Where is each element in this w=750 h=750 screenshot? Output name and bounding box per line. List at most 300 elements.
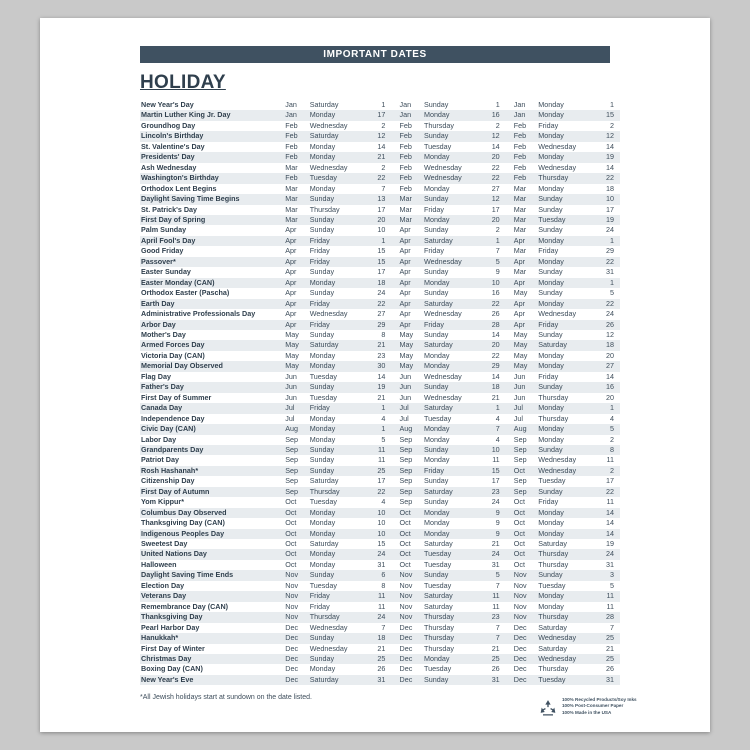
holiday-name: Grandparents Day (140, 445, 282, 455)
holiday-name: Orthodox Easter (Pascha) (141, 288, 230, 298)
year3-weekday: Sunday (536, 487, 591, 497)
year2-date: 7 (495, 622, 500, 632)
year2-weekday: Monday (422, 278, 477, 288)
year3-weekday: Tuesday (536, 215, 591, 225)
year3-weekday: Sunday (536, 445, 591, 455)
recycle-text (562, 697, 637, 716)
year1-weekday: Sunday (309, 267, 335, 277)
year1-date: 17 (377, 204, 386, 214)
year2-date: 23 (477, 612, 505, 622)
year2-month: Feb (399, 183, 412, 193)
table-row (140, 508, 620, 518)
year1-weekday: Monday (308, 152, 363, 162)
year3-month: May (513, 288, 528, 298)
year1-weekday: Friday (308, 320, 363, 330)
year1-date: 17 (377, 267, 386, 277)
year2-month: Nov (397, 591, 422, 601)
year3-month: Nov (511, 591, 536, 601)
year1-month: Apr (285, 246, 297, 256)
holiday-name: Canada Day (140, 403, 282, 413)
year3-month: Oct (511, 508, 536, 518)
year1-date: 11 (363, 591, 391, 601)
year2-date: 15 (477, 466, 505, 476)
year3-month: Apr (511, 236, 536, 246)
year2-date: 29 (477, 361, 505, 371)
year3-weekday: Sunday (538, 329, 563, 339)
year3-date: 24 (606, 309, 614, 319)
year2-weekday: Tuesday (423, 141, 452, 151)
holiday-name: New Year's Eve (140, 675, 282, 685)
year1-weekday: Thursday (308, 487, 363, 497)
year2-month: Jul (399, 413, 409, 423)
year2-date: 4 (495, 413, 500, 423)
year2-date: 11 (492, 455, 500, 465)
holiday-name: Rosh Hashanah* (140, 466, 282, 476)
year1-weekday: Sunday (308, 466, 363, 476)
year3-date: 19 (592, 215, 621, 225)
year3-month: Mar (513, 183, 527, 193)
year3-month: Feb (513, 120, 527, 130)
year2-month: Feb (397, 152, 422, 162)
year2-weekday: Monday (422, 152, 477, 162)
table-row (140, 393, 620, 403)
year2-month: Sep (399, 455, 413, 465)
year1-month: Apr (285, 225, 297, 235)
year2-weekday: Thursday (422, 633, 477, 643)
year3-month: Feb (513, 141, 527, 151)
year2-date: 25 (477, 654, 505, 664)
year1-date: 2 (381, 162, 386, 172)
year3-date: 4 (610, 413, 614, 423)
year3-month: Dec (513, 643, 527, 653)
year2-month: Dec (397, 654, 422, 664)
year3-date: 14 (606, 162, 614, 172)
year3-month: Jun (513, 392, 526, 402)
year2-month: Jan (397, 110, 422, 120)
year3-month: Dec (511, 675, 536, 685)
year2-month: Sep (399, 434, 413, 444)
year2-weekday: Friday (422, 320, 477, 330)
holiday-name: Pearl Harbor Day (141, 622, 200, 632)
holiday-name: Lincoln's Birthday (140, 131, 282, 141)
year1-month: May (282, 340, 307, 350)
year2-weekday: Thursday (423, 622, 454, 632)
year2-month: Apr (399, 225, 411, 235)
year2-month: Feb (399, 120, 412, 130)
year3-month: Mar (513, 204, 527, 214)
holiday-name: Martin Luther King Jr. Day (140, 110, 282, 120)
year3-month: Mar (511, 194, 536, 204)
recycle-icon (538, 698, 558, 718)
year3-date: 31 (606, 559, 614, 569)
year2-weekday: Wednesday (423, 392, 462, 402)
holiday-name: Father's Day (140, 382, 282, 392)
year2-weekday: Wednesday (423, 162, 462, 172)
year2-date: 28 (477, 320, 505, 330)
year2-month: Apr (397, 320, 422, 330)
table-row (140, 529, 620, 539)
year2-month: May (399, 329, 414, 339)
year2-weekday: Sunday (422, 445, 477, 455)
year3-month: Sep (513, 476, 527, 486)
year1-date: 23 (377, 350, 386, 360)
year2-month: Dec (399, 643, 413, 653)
year1-date: 12 (363, 131, 391, 141)
year3-weekday: Thursday (538, 413, 569, 423)
year3-month: Apr (511, 278, 536, 288)
year2-weekday: Thursday (423, 643, 454, 653)
year2-month: Dec (399, 664, 413, 674)
year2-date: 9 (495, 518, 500, 528)
year3-date: 14 (606, 518, 614, 528)
year1-month: Apr (282, 278, 307, 288)
year1-month: Jun (282, 382, 307, 392)
year2-month: Feb (397, 173, 422, 183)
year1-weekday: Monday (308, 424, 363, 434)
year1-month: Sep (285, 455, 299, 465)
year3-weekday: Thursday (538, 559, 569, 569)
year3-date: 1 (592, 236, 621, 246)
year3-date: 1 (592, 278, 621, 288)
year2-weekday: Wednesday (422, 173, 477, 183)
table-row (140, 403, 620, 413)
holiday-name: Armed Forces Day (140, 340, 282, 350)
year1-date: 24 (377, 288, 386, 298)
year2-weekday: Monday (423, 518, 450, 528)
year3-date: 27 (592, 361, 621, 371)
year2-weekday: Saturday (423, 601, 453, 611)
year1-weekday: Sunday (309, 288, 335, 298)
recycled-badge (538, 696, 658, 722)
recycle-line-2: 100% Post-Consumer Paper (562, 703, 624, 709)
holiday-name: Earth Day (140, 299, 282, 309)
year1-weekday: Friday (309, 601, 330, 611)
year1-month: Nov (285, 601, 299, 611)
year3-weekday: Thursday (536, 612, 591, 622)
year1-weekday: Monday (309, 413, 336, 423)
year3-month: Dec (511, 654, 536, 664)
year3-month: Feb (511, 152, 536, 162)
holiday-name: Orthodox Lent Begins (141, 183, 217, 193)
year2-month: Oct (399, 539, 411, 549)
year2-weekday: Thursday (422, 612, 477, 622)
table-row (140, 382, 620, 392)
holiday-name: Patriot Day (141, 455, 179, 465)
year3-weekday: Sunday (536, 382, 591, 392)
table-row (140, 288, 620, 298)
year3-weekday: Monday (538, 601, 564, 611)
year1-weekday: Friday (309, 246, 330, 256)
year2-weekday: Monday (423, 455, 450, 465)
year3-date: 12 (606, 329, 614, 339)
holiday-name: Daylight Saving Time Ends (140, 570, 282, 580)
year3-date: 1 (610, 100, 614, 109)
year1-date: 30 (363, 361, 391, 371)
year2-month: Jul (397, 403, 422, 413)
holiday-name: Hanukkah* (140, 633, 282, 643)
year2-date: 14 (491, 141, 500, 151)
year2-month: Nov (397, 612, 422, 622)
year2-weekday: Sunday (422, 382, 477, 392)
year2-weekday: Saturday (422, 403, 477, 413)
year1-weekday: Sunday (308, 570, 363, 580)
year2-month: Jun (399, 392, 412, 402)
year1-weekday: Sunday (308, 194, 363, 204)
year1-date: 26 (377, 664, 386, 674)
year1-weekday: Monday (308, 110, 363, 120)
holiday-name: Remembrance Day (CAN) (141, 601, 229, 611)
year2-month: Apr (399, 309, 411, 319)
year2-date: 21 (491, 392, 500, 402)
holiday-name: Memorial Day Observed (140, 361, 282, 371)
holiday-name: New Year's Day (141, 100, 194, 109)
year2-weekday: Saturday (422, 236, 477, 246)
table-row (140, 267, 620, 277)
year3-weekday: Monday (536, 403, 591, 413)
year3-weekday: Wednesday (538, 162, 577, 172)
year1-month: Mar (282, 194, 307, 204)
table-row (140, 225, 620, 235)
year3-weekday: Monday (536, 299, 591, 309)
year1-weekday: Monday (308, 508, 363, 518)
table-row (140, 320, 620, 330)
year2-month: Oct (397, 549, 422, 559)
year2-month: Mar (399, 204, 412, 214)
table-row (140, 466, 620, 476)
year2-month: Mar (397, 215, 422, 225)
year1-date: 22 (363, 173, 391, 183)
year3-month: Jan (511, 110, 536, 120)
year2-month: Nov (397, 570, 422, 580)
year1-date: 11 (363, 445, 391, 455)
year3-weekday: Monday (536, 278, 591, 288)
year3-date: 5 (610, 580, 614, 590)
year3-weekday: Monday (536, 424, 591, 434)
year2-date: 9 (477, 529, 505, 539)
year1-date: 17 (377, 476, 386, 486)
footnote: *All Jewish holidays start at sundown on the date listed. (140, 694, 312, 701)
year1-date: 10 (363, 529, 391, 539)
year2-date: 9 (477, 508, 505, 518)
year1-month: Jul (285, 413, 295, 423)
year2-weekday: Friday (423, 246, 444, 256)
table-row (140, 633, 620, 643)
year2-date: 7 (495, 580, 500, 590)
year3-date: 19 (606, 539, 614, 549)
year3-month: Aug (511, 424, 536, 434)
year2-date: 22 (477, 299, 505, 309)
table-row (140, 518, 620, 528)
year2-date: 12 (477, 131, 505, 141)
year2-weekday: Wednesday (423, 371, 462, 381)
year1-weekday: Sunday (308, 445, 363, 455)
holiday-name: Mother's Day (141, 329, 186, 339)
year1-month: Apr (285, 267, 297, 277)
holiday-name: Columbus Day Observed (140, 508, 282, 518)
year2-month: Apr (399, 246, 411, 256)
holiday-name: Arbor Day (140, 320, 282, 330)
year3-date: 24 (606, 225, 614, 235)
year1-weekday: Sunday (309, 225, 335, 235)
year2-date: 1 (495, 100, 500, 109)
year1-date: 11 (377, 601, 386, 611)
year3-month: Apr (511, 299, 536, 309)
year1-month: Mar (285, 183, 298, 193)
year1-month: Aug (282, 424, 307, 434)
year2-weekday: Sunday (422, 194, 477, 204)
year1-month: Feb (282, 131, 307, 141)
year2-weekday: Sunday (423, 329, 449, 339)
year3-month: Oct (511, 529, 536, 539)
year1-month: May (285, 350, 299, 360)
year1-date: 7 (381, 622, 386, 632)
holiday-name: Good Friday (141, 246, 184, 256)
year2-month: Apr (397, 257, 422, 267)
year1-weekday: Sunday (309, 329, 335, 339)
year1-date: 4 (381, 497, 386, 507)
holiday-name: Thanksgiving Day (CAN) (141, 518, 225, 528)
year2-weekday: Monday (422, 529, 477, 539)
table-row (140, 131, 620, 141)
year3-date: 2 (610, 434, 614, 444)
year1-weekday: Monday (308, 529, 363, 539)
year2-month: Sep (397, 445, 422, 455)
year2-date: 21 (491, 643, 500, 653)
year3-date: 18 (592, 340, 621, 350)
table-row (140, 236, 620, 246)
table-row (140, 435, 620, 445)
year2-date: 22 (477, 173, 505, 183)
year1-weekday: Monday (308, 361, 363, 371)
table-row (140, 340, 620, 350)
year3-weekday: Monday (538, 100, 564, 109)
year2-month: Dec (397, 675, 422, 685)
year3-date: 14 (592, 529, 621, 539)
table-row (140, 487, 620, 497)
year1-weekday: Monday (309, 559, 336, 569)
year3-date: 14 (606, 141, 614, 151)
year2-month: Sep (399, 476, 413, 486)
page-title: HOLIDAY (140, 72, 226, 93)
table-row (140, 351, 620, 361)
year2-weekday: Tuesday (423, 413, 452, 423)
year3-weekday: Monday (538, 518, 564, 528)
year2-month: May (399, 350, 414, 360)
year2-date: 17 (491, 476, 500, 486)
year3-weekday: Friday (538, 246, 559, 256)
holiday-name: Daylight Saving Time Begins (140, 194, 282, 204)
holiday-table-body (140, 100, 620, 685)
year2-date: 1 (477, 236, 505, 246)
year1-month: Apr (285, 309, 297, 319)
year1-month: Dec (285, 664, 299, 674)
year1-month: Sep (282, 487, 307, 497)
year3-weekday: Tuesday (538, 580, 566, 590)
year3-date: 7 (610, 622, 614, 632)
holiday-name: Easter Sunday (141, 267, 191, 277)
year1-month: Feb (285, 120, 298, 130)
year3-weekday: Wednesday (538, 141, 577, 151)
year2-weekday: Saturday (422, 299, 477, 309)
year1-date: 18 (363, 278, 391, 288)
year2-month: Oct (399, 559, 411, 569)
table-row (140, 142, 620, 152)
year3-date: 25 (592, 654, 621, 664)
holiday-name: Flag Day (141, 371, 171, 381)
year1-date: 19 (363, 382, 391, 392)
year2-date: 16 (477, 110, 505, 120)
holiday-name: Washington's Birthday (140, 173, 282, 183)
year3-month: Nov (513, 601, 527, 611)
year1-weekday: Tuesday (309, 497, 337, 507)
year2-date: 27 (491, 183, 500, 193)
year3-date: 26 (592, 320, 621, 330)
year3-weekday: Saturday (538, 622, 567, 632)
year2-month: Aug (397, 424, 422, 434)
year3-month: Mar (513, 225, 527, 235)
year3-weekday: Monday (536, 529, 591, 539)
year1-weekday: Monday (309, 141, 336, 151)
year1-month: Apr (282, 320, 307, 330)
year2-date: 12 (477, 194, 505, 204)
table-row (140, 664, 620, 674)
year2-weekday: Sunday (423, 225, 449, 235)
year3-month: May (513, 350, 528, 360)
year3-date: 19 (592, 152, 621, 162)
year1-month: Dec (285, 622, 299, 632)
important-dates-banner: IMPORTANT DATES (140, 46, 610, 63)
year3-date: 3 (592, 570, 621, 580)
year3-month: Apr (511, 320, 536, 330)
year3-weekday: Monday (536, 152, 591, 162)
year1-date: 10 (377, 518, 386, 528)
year3-date: 5 (610, 288, 614, 298)
holiday-name: Presidents' Day (140, 152, 282, 162)
table-row (140, 445, 620, 455)
year1-month: Sep (285, 434, 299, 444)
year1-month: Oct (285, 539, 297, 549)
year2-month: Oct (397, 508, 422, 518)
year1-month: Sep (282, 466, 307, 476)
year3-weekday: Sunday (536, 570, 591, 580)
year1-weekday: Saturday (309, 539, 339, 549)
year2-date: 9 (495, 267, 500, 277)
year1-weekday: Wednesday (309, 643, 348, 653)
year2-weekday: Monday (422, 508, 477, 518)
year2-weekday: Sunday (423, 497, 449, 507)
year2-date: 31 (491, 559, 500, 569)
year1-month: Nov (282, 612, 307, 622)
year2-date: 24 (491, 497, 500, 507)
year3-month: Feb (511, 131, 536, 141)
holiday-name: Civic Day (CAN) (140, 424, 282, 434)
year2-weekday: Wednesday (423, 309, 462, 319)
year3-date: 14 (606, 371, 614, 381)
year1-month: Oct (285, 518, 297, 528)
year1-weekday: Thursday (308, 612, 363, 622)
holiday-name: Citizenship Day (141, 476, 195, 486)
year1-weekday: Friday (308, 403, 363, 413)
year1-date: 20 (363, 215, 391, 225)
year1-month: Apr (282, 236, 307, 246)
year1-month: Mar (285, 204, 298, 214)
year2-month: May (397, 361, 422, 371)
table-row (140, 675, 620, 685)
year1-weekday: Saturday (308, 675, 363, 685)
year3-weekday: Monday (536, 131, 591, 141)
year1-date: 18 (363, 633, 391, 643)
year3-weekday: Thursday (538, 664, 569, 674)
